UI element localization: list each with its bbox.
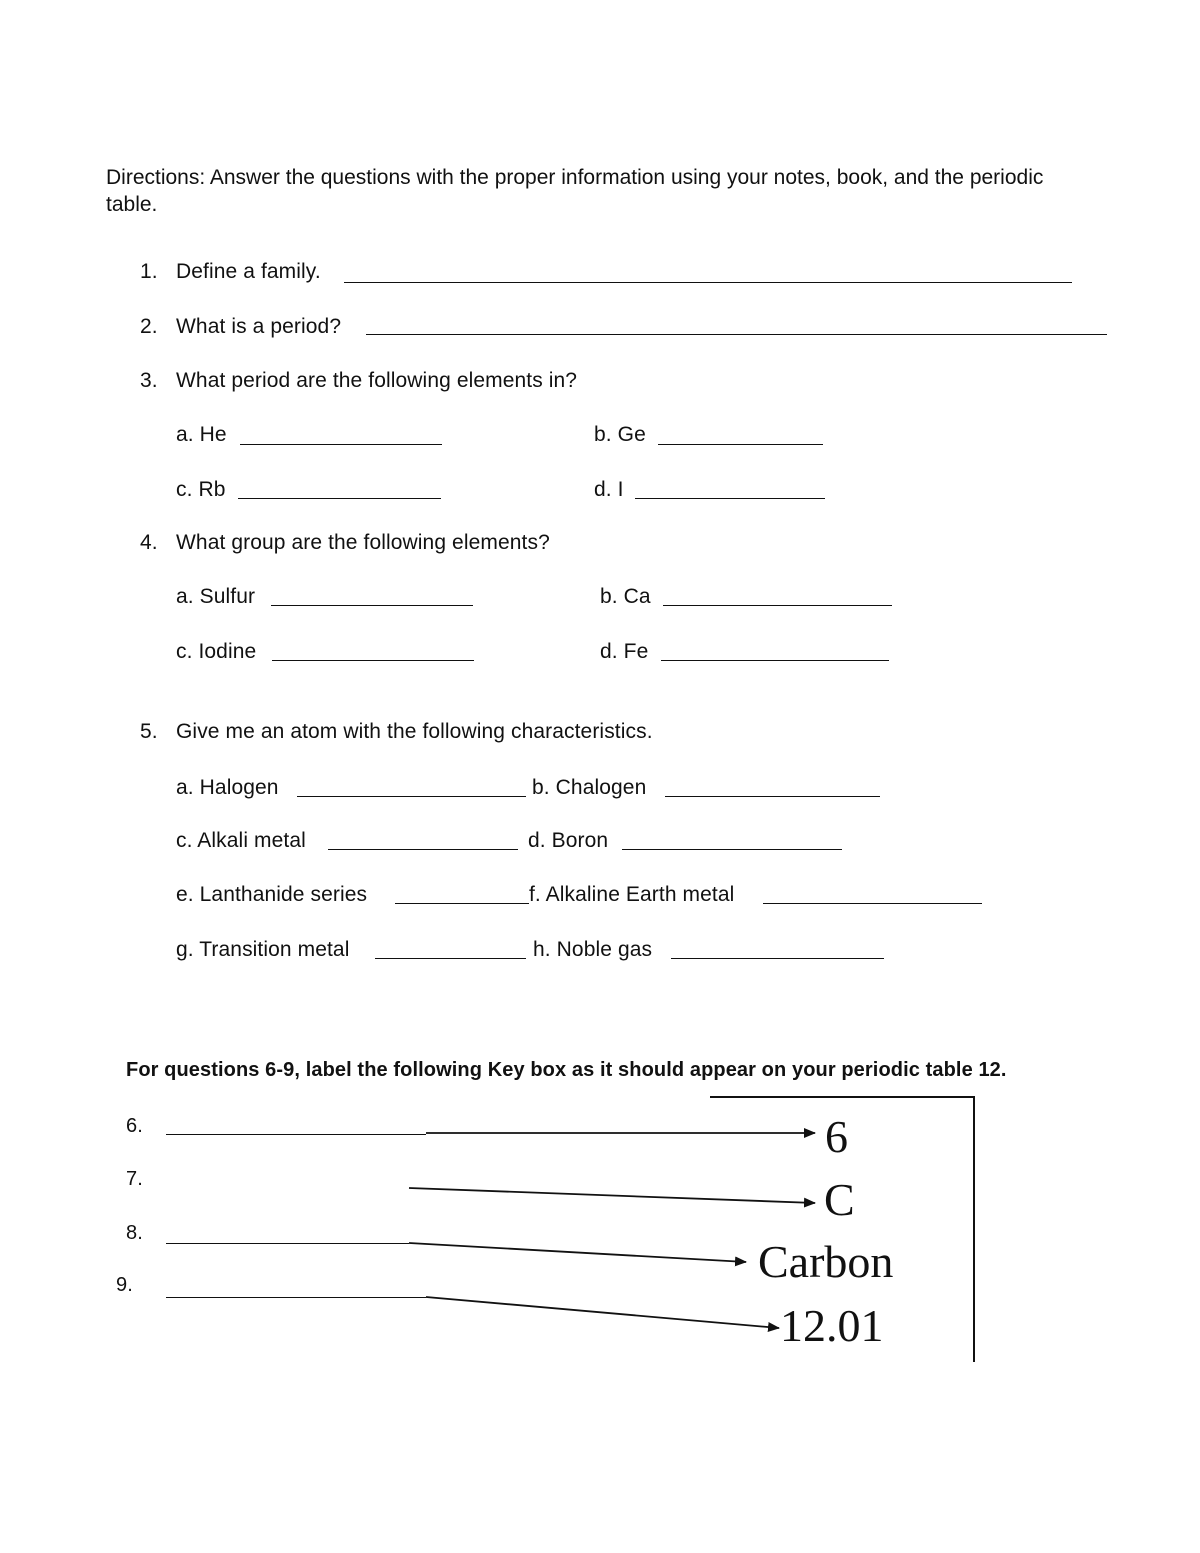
q2-answer-blank[interactable] bbox=[366, 334, 1107, 335]
q5e-blank[interactable] bbox=[395, 903, 529, 904]
q5h-blank[interactable] bbox=[671, 958, 884, 959]
q8-number: 8. bbox=[126, 1222, 143, 1244]
q2-number: 2. bbox=[140, 315, 158, 338]
q4-number: 4. bbox=[140, 531, 158, 554]
q3b-blank[interactable] bbox=[658, 444, 823, 445]
key-atomic-number: 6 bbox=[825, 1111, 848, 1162]
q1-answer-blank[interactable] bbox=[344, 282, 1072, 283]
q5-number: 5. bbox=[140, 720, 158, 743]
q5c-label: c. Alkali metal bbox=[176, 829, 306, 852]
q4d-label: d. Fe bbox=[600, 640, 649, 663]
q9-blank[interactable] bbox=[166, 1297, 426, 1298]
q5d-label: d. Boron bbox=[528, 829, 609, 852]
q4a-blank[interactable] bbox=[271, 605, 473, 606]
key-instructions: For questions 6-9, label the following Key box as it should appear on your periodic table 12. bbox=[126, 1059, 1007, 1081]
q6-number: 6. bbox=[126, 1115, 143, 1137]
q4d-blank[interactable] bbox=[661, 660, 889, 661]
q5c-blank[interactable] bbox=[328, 849, 518, 850]
q7-number: 7. bbox=[126, 1168, 143, 1190]
q1-number: 1. bbox=[140, 260, 158, 283]
q5f-label: f. Alkaline Earth metal bbox=[529, 883, 735, 906]
key-symbol: C bbox=[824, 1174, 855, 1225]
arrow-9 bbox=[426, 1297, 779, 1328]
q3d-blank[interactable] bbox=[635, 498, 825, 499]
key-element-name: Carbon bbox=[758, 1236, 894, 1287]
q3a-blank[interactable] bbox=[240, 444, 442, 445]
q4b-label: b. Ca bbox=[600, 585, 651, 608]
q5d-blank[interactable] bbox=[622, 849, 842, 850]
q5a-blank[interactable] bbox=[297, 796, 526, 797]
q9-number: 9. bbox=[116, 1274, 133, 1296]
directions-text: Directions: Answer the questions with the proper information using your notes, book, and the periodic table. bbox=[106, 166, 1044, 216]
q4c-label: c. Iodine bbox=[176, 640, 257, 663]
q3-number: 3. bbox=[140, 369, 158, 392]
q4-text: What group are the following elements? bbox=[176, 531, 550, 554]
q3b-label: b. Ge bbox=[594, 423, 646, 446]
q4a-label: a. Sulfur bbox=[176, 585, 256, 608]
q3d-label: d. I bbox=[594, 478, 624, 501]
q5g-label: g. Transition metal bbox=[176, 938, 350, 961]
key-atomic-mass: 12.01 bbox=[780, 1300, 884, 1351]
q5a-label: a. Halogen bbox=[176, 776, 279, 799]
q4b-blank[interactable] bbox=[663, 605, 892, 606]
q2-text: What is a period? bbox=[176, 315, 342, 338]
q6-blank[interactable] bbox=[166, 1134, 426, 1135]
q5e-label: e. Lanthanide series bbox=[176, 883, 368, 906]
q1-text: Define a family. bbox=[176, 260, 321, 283]
q5h-label: h. Noble gas bbox=[533, 938, 653, 961]
q3a-label: a. He bbox=[176, 423, 227, 446]
q4c-blank[interactable] bbox=[272, 660, 474, 661]
q5-text: Give me an atom with the following characteristics. bbox=[176, 720, 653, 743]
q3-text: What period are the following elements in? bbox=[176, 369, 578, 392]
q5f-blank[interactable] bbox=[763, 903, 982, 904]
q5b-blank[interactable] bbox=[665, 796, 880, 797]
q3c-label: c. Rb bbox=[176, 478, 226, 501]
q5b-label: b. Chalogen bbox=[532, 776, 647, 799]
arrow-7 bbox=[409, 1188, 815, 1203]
q8-blank[interactable] bbox=[166, 1243, 409, 1244]
q3c-blank[interactable] bbox=[238, 498, 441, 499]
arrow-8 bbox=[409, 1243, 746, 1262]
q5g-blank[interactable] bbox=[375, 958, 526, 959]
